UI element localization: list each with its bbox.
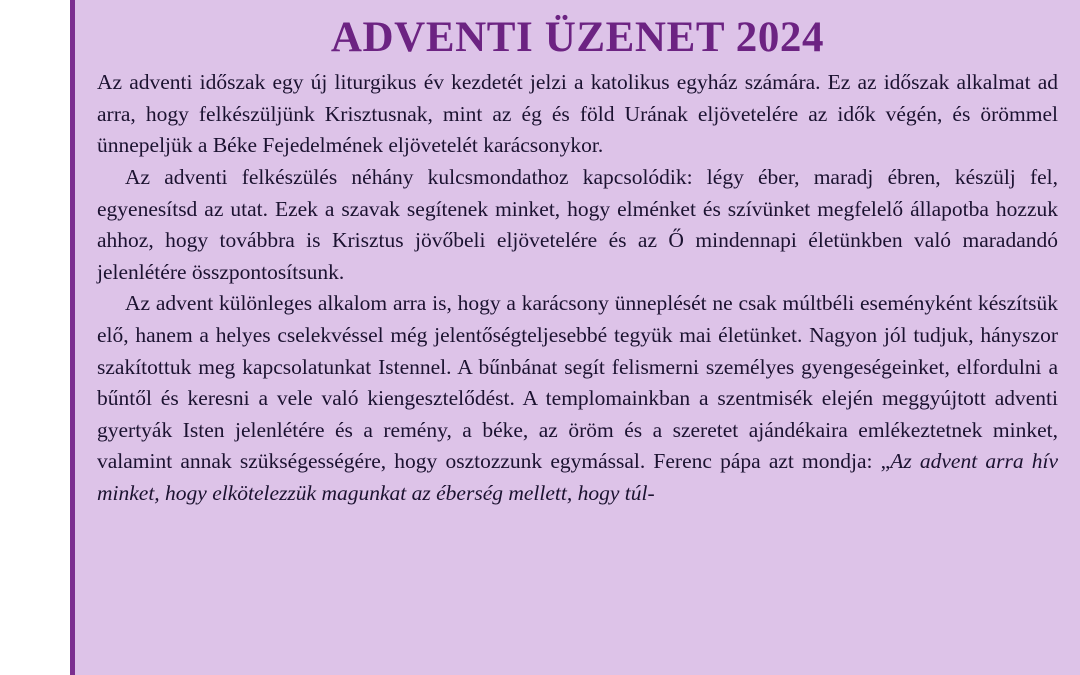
page-title: ADVENTI ÜZENET 2024 [330, 14, 825, 61]
paragraph-1: Az adventi időszak egy új liturgikus év kezdetét jelzi a katolikus egyház számára. Ez az időszak alkalmat ad arra, hogy felkészüljünk Krisztusnak, mint az ég és föld Urának eljövetelére az idők végén, és örömmel ünnepeljük a Béke Fejedelmének eljövetelét karácsonykor. [97, 70, 1058, 158]
article-panel [75, 0, 1080, 675]
paragraph-3 [97, 288, 1058, 509]
left-margin [0, 0, 70, 675]
paragraph-3-quote: Az advent arra hív minket, hogy elkötelezzük magunkat az éberség mellett, hogy túl- [97, 449, 1059, 506]
article-body [97, 67, 1058, 509]
paragraph-2: Az adventi felkészülés néhány kulcsmondathoz kapcsolódik: légy éber, maradj ébren, készülj fel, egyenesítsd az utat. Ezek a szavak segítenek minket, hogy elménket és szívünket megfelelő állapotba hozzuk ahhoz, hogy továbbra is Krisztus jövőbeli eljövetelére és az Ő mindennapi életünkben való maradandó jelenlétére összpontosítsunk. [97, 165, 1058, 284]
paragraph-3-text: Az advent különleges alkalom arra is, hogy a karácsony ünneplését ne csak múltbéli eseményként készítsük elő, hanem a helyes cselekvéssel még jelentőségteljesebbé tegyük mai életünket. Nagyon jól tudjuk, hányszor szakítottuk meg kapcsolatunkat Istennel. A bűnbánat segít felismerni személyes gyengeségeinket, elfordulni a bűntől és keresni a vele való kiengesztelődést. A templomainkban a szentmisék elején meggyújtott adventi gyertyák Isten jelenlétére és a remény, a béke, az öröm és a szeretet ajándékaira emlékeztetnek minket, valamint annak szükségességére, hogy osztozzunk egymással. Ferenc pápa azt mondja: „ [97, 291, 1058, 474]
